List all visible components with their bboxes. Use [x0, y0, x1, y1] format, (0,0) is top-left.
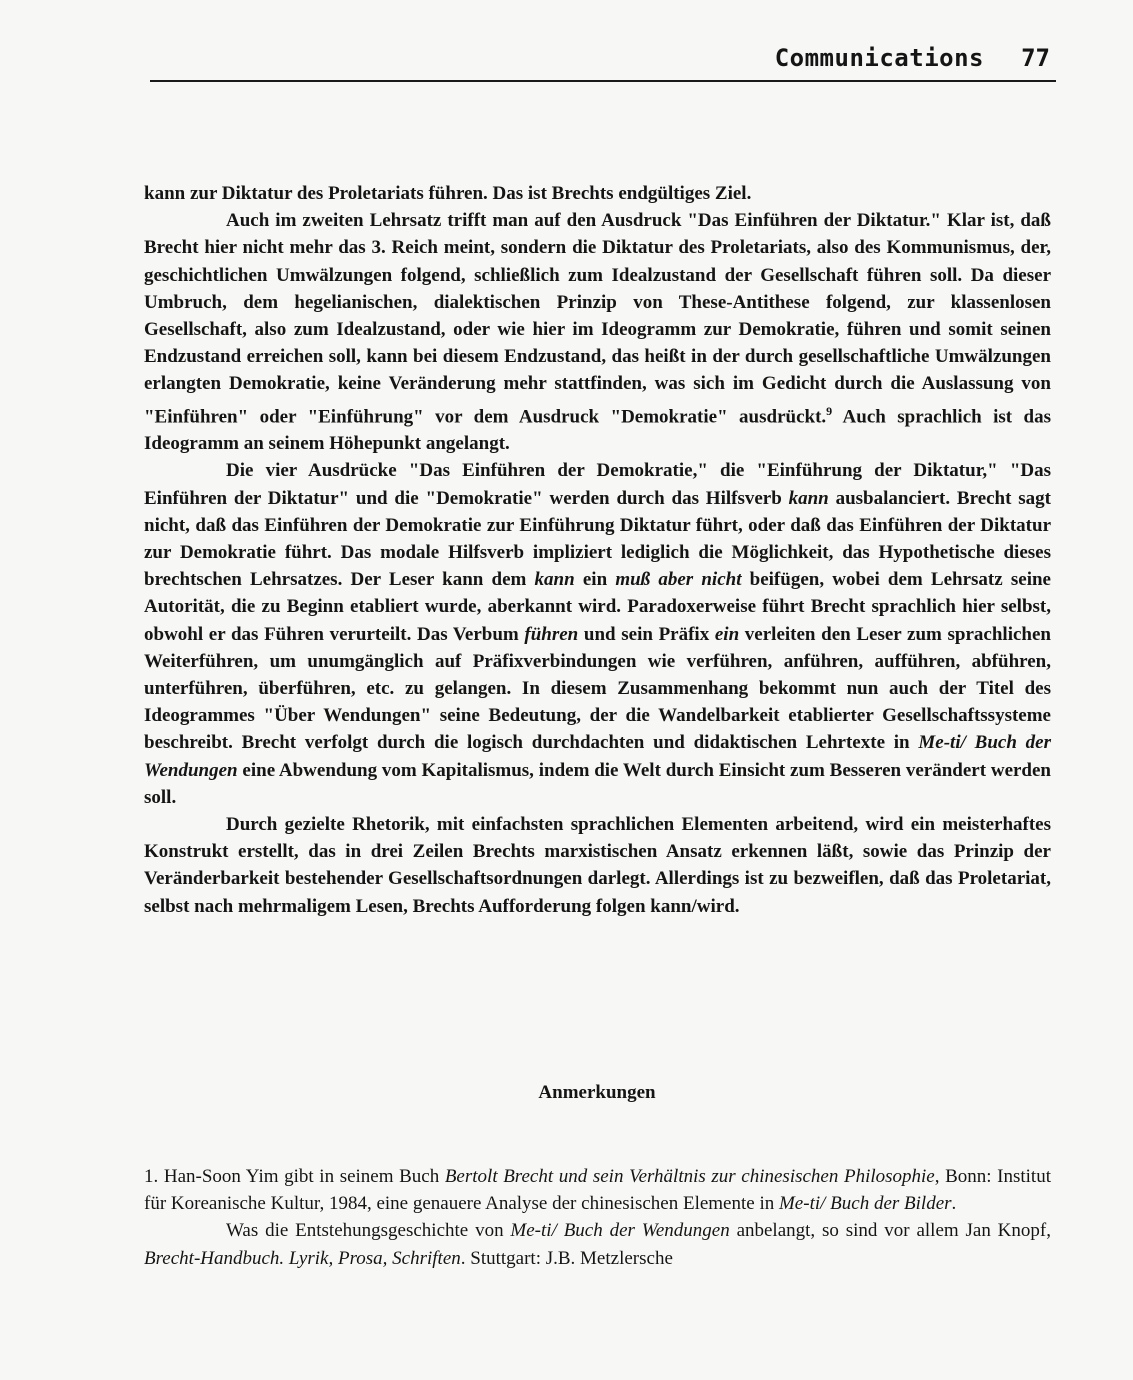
p3-kann-1: kann: [788, 487, 829, 509]
p3-g: eine Abwendung vom Kapitalismus, indem die Welt durch Einsicht zum Besseren verändert werden soll.: [144, 759, 1051, 808]
n1-c: .: [951, 1193, 957, 1215]
n1-title2: Me-ti/ Buch der Bilder: [778, 1193, 952, 1215]
footnote-ref-9: 9: [826, 403, 833, 418]
p3-fuehren: führen: [524, 623, 579, 645]
p3-title: Me-ti/ Buch der Wendungen: [144, 732, 1051, 781]
n2-a: Was die Entstehungsgeschichte von: [226, 1220, 511, 1242]
p3-e: und sein Präfix: [578, 623, 715, 645]
n1-b: , Bonn: Institut für Koreanische Kultur, 1984, eine genauere Analyse der chinesischen Elemente in: [144, 1166, 1051, 1215]
paragraph-4: Durch gezielte Rhetorik, mit einfachsten sprachlichen Elementen arbeitend, wird ein meisterhaftes Konstrukt erstellt, das in drei Zeilen Brechts marxistischen Ansatz erkennen läßt, sowie das Prinzip der Veränderbarkeit bestehender Gesellschaftsordnungen darlegt. Allerdings ist zu bezweiflen, daß das Proletariat, selbst nach mehrmaligem Lesen, Brechts Aufforderung folgen kann/wird.: [144, 814, 1051, 917]
p3-f: verleiten den Leser zum sprachlichen Weiterführen, um unumgänglich auf Präfixverbindungen wie verführen, anführen, aufführen, abführen, unterführen, überführen, etc. zu gelangen. In diesem Zusammenhang bekommt nun auch der Titel des Ideogrammes "Über Wendungen" seine Bedeutung, der die Wandelbarkeit etablierter Gesellschaftssysteme beschreibt. Brecht verfolgt durch die logisch durchdachten und didaktischen Lehrtexte in: [144, 623, 1051, 754]
main-text: [144, 180, 1051, 920]
p3-muss: muß aber nicht: [615, 569, 742, 591]
running-header: [150, 42, 1056, 82]
p3-kann-2: kann: [534, 569, 575, 591]
n1-title: Bertolt Brecht und sein Verhältnis zur chinesischen Philosophie: [444, 1166, 935, 1187]
p3-c: ein: [574, 569, 616, 591]
n2-title2: Brecht-Handbuch. Lyrik, Prosa, Schriften: [144, 1247, 461, 1269]
p3-a: Die vier Ausdrücke "Das Einführen der Demokratie," die "Einführung der Diktatur," "Das Einführen der Diktatur" und die "Demokratie" werden durch das Hilfsverb: [144, 460, 1051, 509]
note-1: [144, 1163, 1051, 1217]
n1-a: 1. Han-Soon Yim gibt in seinem Buch: [144, 1166, 445, 1187]
paragraph-2-end: Auch sprachlich ist das Ideogramm an seinem Höhepunkt angelangt.: [144, 405, 1051, 455]
page-number: 77: [1021, 44, 1050, 72]
notes-section: [144, 1163, 1051, 1272]
notes-heading: Anmerkungen: [538, 1082, 656, 1103]
paragraph-1: kann zur Diktatur des Proletariats führen. Das ist Brechts endgültiges Ziel.: [144, 183, 752, 204]
n2-b: anbelangt, so sind vor allem Jan Knopf,: [729, 1220, 1051, 1242]
journal-title: Communications: [774, 44, 984, 72]
n2-c: . Stuttgart: J.B. Metzlersche: [460, 1247, 673, 1269]
paragraph-2-text: Auch im zweiten Lehrsatz trifft man auf den Ausdruck "Das Einführen der Diktatur." Klar ist, daß Brecht hier nicht mehr das 3. Reich meint, sondern die Diktatur des Proletariats, also des Kommunismus, der, geschichtlichen Umwälzungen folgend, schließlich zum Idealzustand der Gesellschaft führen soll. Da dieser Umbruch, dem hegelianischen, dialektischen Prinzip von These-Antithese folgend, zur klassenlosen Gesellschaft, also zum Idealzustand, oder wie hier im Ideogramm zur Demokratie, führen und somit seinen Endzustand erreichen soll, kann bei diesem Endzustand, das heißt in der durch gesellschaftliche Umwälzungen erlangten Demokratie, keine Veränderung mehr stattfinden, was sich im Gedicht durch die Auslassung von "Einführen" oder "Einführung" vor dem Ausdruck "Demokratie" ausdrückt.: [144, 210, 1051, 427]
paragraph-3: [144, 457, 1051, 811]
p3-d: beifügen, wobei dem Lehrsatz seine Autorität, die zu Beginn etabliert wurde, aberkannt wird. Paradoxerweise führt Brecht sprachlich hier selbst, obwohl er das Führen verurteilt. Das Verbum: [144, 569, 1051, 645]
p3-ein: ein: [714, 623, 740, 645]
p3-b: ausbalanciert. Brecht sagt nicht, daß das Einführen der Demokratie zur Einführung Diktatur führt, oder daß das Einführen der Diktatur zur Demokratie führt. Das modale Hilfsverb impliziert lediglich die Möglichkeit, das Hypothetische dieses brechtschen Lehrsatzes. Der Leser kann dem: [144, 487, 1051, 591]
note-1-continued: [144, 1217, 1051, 1271]
paragraph-2: [144, 207, 1051, 457]
n2-title: Me-ti/ Buch der Wendungen: [510, 1220, 730, 1242]
